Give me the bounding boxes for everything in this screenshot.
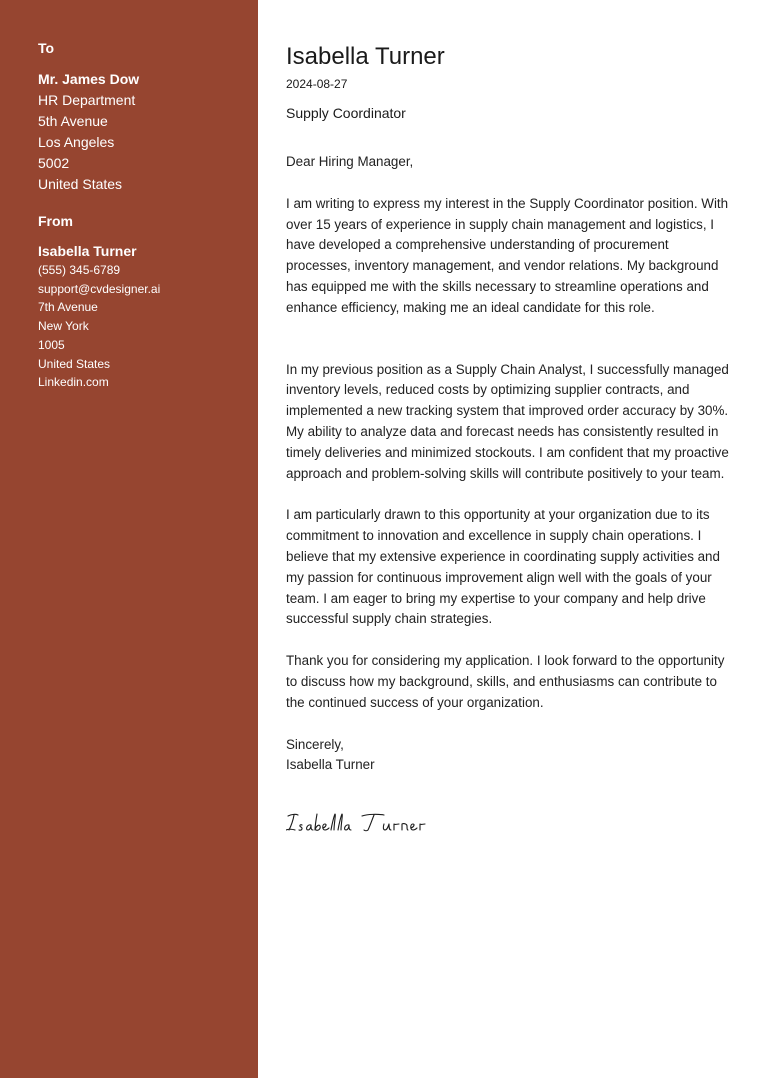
recipient-city: Los Angeles: [38, 134, 115, 150]
letter-body: [286, 152, 736, 776]
sender-city: New York: [38, 319, 89, 334]
sender-block: [38, 213, 243, 392]
recipient-block: [38, 40, 243, 195]
paragraph-experience: In my previous position as a Supply Chain Analyst, I successfully managed inventory levels, reduced costs by optimizing supplier contracts, and implemented a new tracking system that improved order accuracy by 30%. My ability to analyze data and forecast needs has consistently resulted in timely deliveries and minimized stockouts. I am confident that my proactive approach and problem-solving skills will contribute positively to your team.: [286, 361, 729, 481]
closing: Sincerely,: [286, 736, 344, 752]
sidebar: [0, 0, 258, 1078]
paragraph-intro: I am writing to express my interest in the Supply Coordinator position. With over 15 years of experience in supply chain management and logistics, I have developed a comprehensive understanding of procurement processes, inventory management, and vendor relations. My background has equipped me with the skills necessary to streamline operations and enhance efficiency, making me an ideal candidate for this role.: [286, 195, 729, 315]
recipient-postal-code: 5002: [38, 155, 70, 171]
letter-date: 2024-08-27: [286, 77, 348, 91]
sender-linkedin: Linkedin.com: [38, 375, 109, 390]
sender-street: 7th Avenue: [38, 300, 98, 315]
sender-name: Isabella Turner: [38, 243, 137, 259]
sender-country: United States: [38, 356, 111, 371]
recipient-name: Mr. James Dow: [38, 71, 140, 87]
recipient-country: United States: [38, 176, 123, 192]
recipient-department: HR Department: [38, 92, 136, 108]
sender-phone: (555) 345-6789: [38, 263, 121, 277]
sender-postal-code: 1005: [38, 337, 65, 352]
sender-email: support@cvdesigner.ai: [38, 281, 161, 296]
handwritten-signature: [286, 806, 486, 840]
paragraph-motivation: I am particularly drawn to this opportunity at your organization due to its commitment to innovation and excellence in supply chain operations. I believe that my extensive experience in coordinating supply activities and my passion for continuous improvement align well with the goals of your team. I am eager to bring my expertise to your company and help drive successful supply chain strategies.: [286, 507, 720, 627]
signoff-name: Isabella Turner: [286, 757, 375, 773]
page-title: Isabella Turner: [286, 43, 445, 70]
recipient-street: 5th Avenue: [38, 113, 108, 129]
salutation: Dear Hiring Manager,: [286, 154, 414, 169]
job-title: Supply Coordinator: [286, 105, 406, 121]
paragraph-closing: Thank you for considering my application. I look forward to the opportunity to discuss how my background, skills, and enthusiasms can contribute to the continued success of your organization.: [286, 653, 725, 710]
to-heading: To: [38, 40, 55, 56]
from-heading: From: [38, 213, 73, 229]
